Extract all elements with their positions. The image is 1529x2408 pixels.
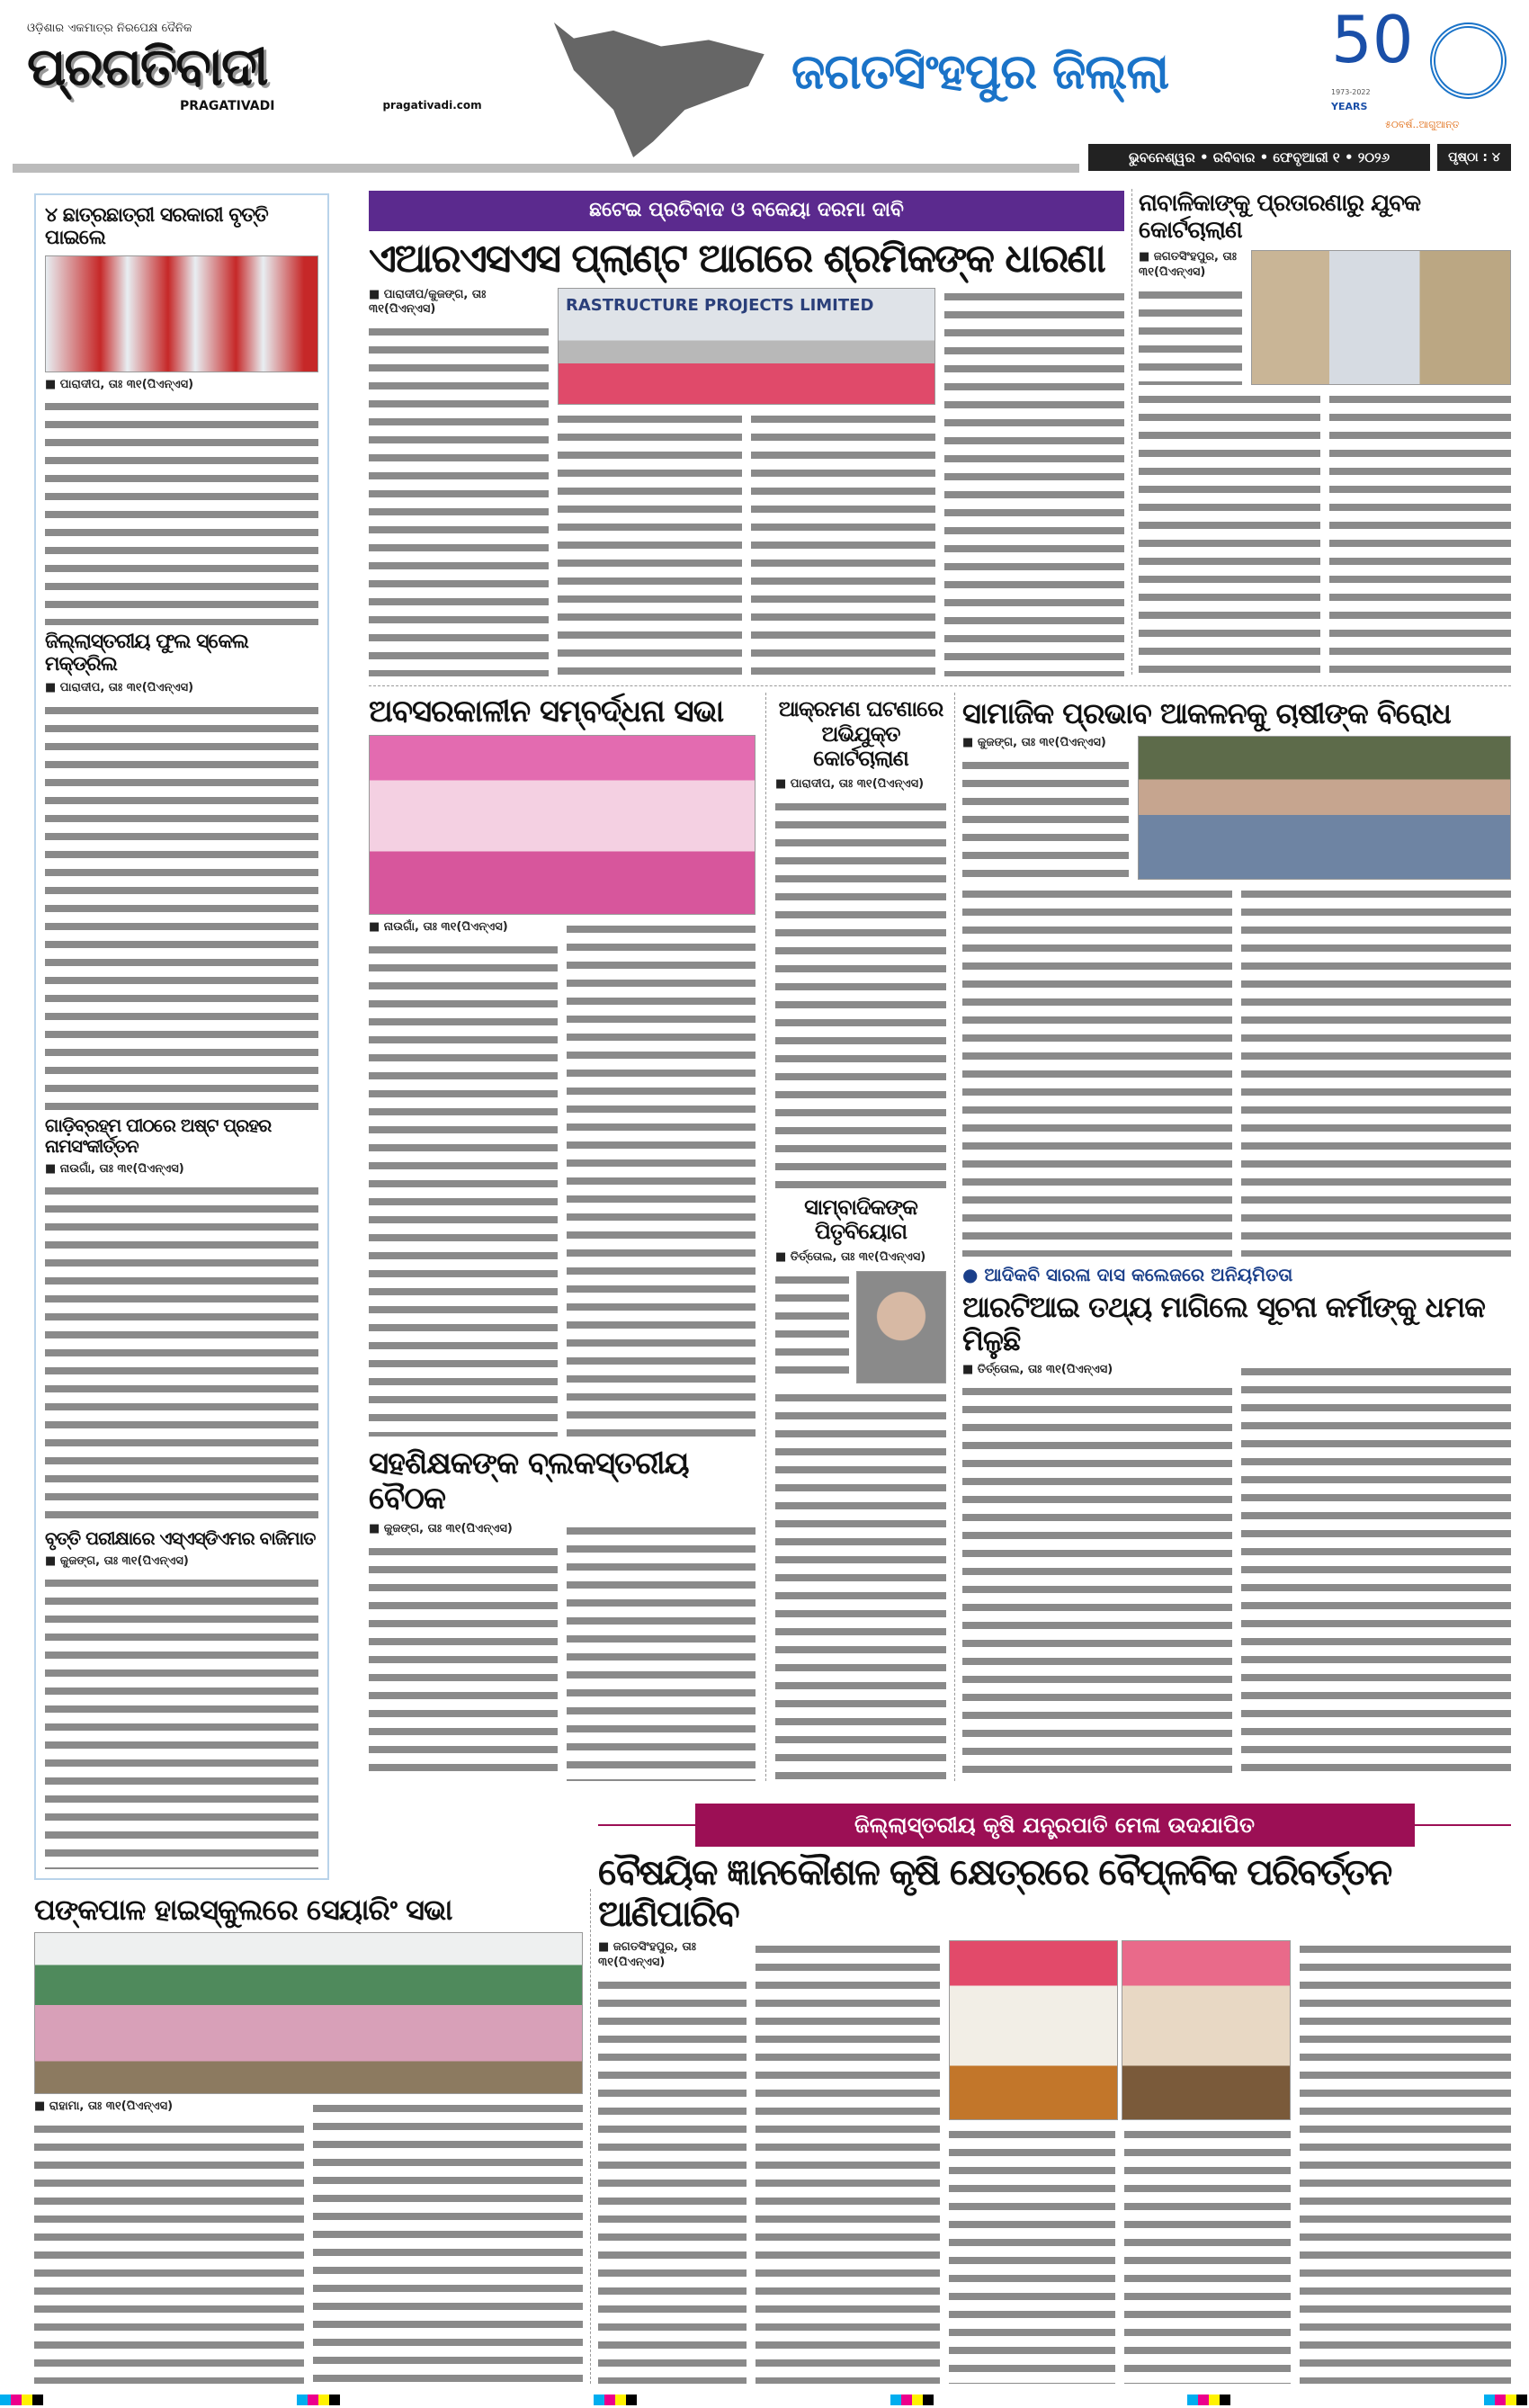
header-rule (13, 164, 1079, 173)
body-full-scale (45, 702, 318, 1110)
body-agri-col3 (949, 2126, 1115, 2384)
body-farmers-col1 (962, 885, 1232, 1257)
column-rule (765, 693, 766, 1781)
byline-scholarship: ■ ପାରାଦୀପ, ତାଃ ୩୧(ପିଏନ୍ଏସ) (45, 377, 194, 391)
banner-rule (1415, 1824, 1512, 1826)
anniversary-seal (1430, 22, 1507, 99)
body-teachers-col1 (369, 1543, 558, 1781)
banner-rule (598, 1824, 695, 1826)
photo-agri-fair-left (949, 1940, 1118, 2120)
byline-rti: ■ ତିର୍ତ୍ତୋଲ, ତାଃ ୩୧(ପିଏନ୍ଏସ) (962, 1362, 1113, 1376)
lead-kicker: ଛଟେଇ ପ୍ରତିବାଦ ଓ ବକେୟା ଦରମା ଦାବି (369, 191, 1124, 231)
body-lead-col3 (751, 410, 935, 676)
byline-teachers: ■ କୁଜଙ୍ଗ, ତାଃ ୩୧(ପିଏନ୍ଏସ) (369, 1522, 513, 1536)
headline-obituary: ସାମ୍ବାଦିକଙ୍କ ପିତୃବିୟୋଗ (804, 1194, 917, 1245)
headline-exam: ବୃତ୍ତି ପରୀକ୍ଷାରେ ଏସ୍ଏସ୍‌ଡିଏମର ବାଜିମାତ (45, 1526, 316, 1549)
photo-farmers-meeting (1138, 736, 1511, 880)
body-farmers-col2 (1241, 885, 1511, 1257)
district-map-silhouette (540, 22, 782, 157)
center-stories (775, 697, 946, 1781)
column-rule (1131, 189, 1132, 675)
sharing-story (34, 1893, 583, 2384)
photo-school-meeting (34, 1932, 583, 2094)
byline-farmers: ■ କୁଜଙ୍ଗ, ତାଃ ୩୧(ପିଏନ୍ଏସ) (962, 735, 1106, 749)
lead-headline: ଏଆରଏସଏସ ପ୍ଲାଣ୍ଟ ଆଗରେ ଶ୍ରମିକଙ୍କ ଧାରଣା (369, 236, 1104, 282)
body-obituary (775, 1389, 946, 1781)
body-lead-col2 (558, 410, 742, 676)
headline-agri: ବୈଷୟିକ ଜ୍ଞାନକୌଶଳ କୃଷି କ୍ଷେତ୍ରରେ ବୈପ୍ଳବିକ ପରିବର୍ତ୍ତନ ଆଣିପାରିବ (598, 1852, 1391, 1935)
masthead-brand (27, 22, 531, 113)
body-exam (45, 1574, 318, 1869)
body-obituary-side (775, 1271, 849, 1383)
headline-minor: ନାବାଳିକାଙ୍କୁ ପ୍ରତାରଣାରୁ ଯୁବକ କୋର୍ଟଚାଲାଣ (1139, 190, 1421, 244)
body-rti-col1 (962, 1383, 1232, 1781)
body-attack (775, 798, 946, 1190)
byline-sharing: ■ ରାହାମା, ତାଃ ୩୧(ପିଏନ୍ଏସ) (34, 2099, 174, 2113)
headline-attack: ଆକ୍ରମଣ ଘଟଣାରେ ଅଭିଯୁକ୍ତ କୋର୍ଟଚାଲାଣ (778, 696, 943, 772)
photo-police-accused (1251, 250, 1511, 385)
body-rti-col2 (1241, 1363, 1511, 1781)
headline-farmers: ସାମାଜିକ ପ୍ରଭାବ ଆକଳନକୁ ଚାଷୀଙ୍କ ବିରୋଧ (962, 696, 1451, 730)
photo-felicitation (369, 735, 756, 915)
section-title: ଜଗତସିଂହପୁର ଜିଲ୍ଲା (791, 43, 1169, 100)
byline-agri: ■ ଜଗତସିଂହପୁର, ତାଃ ୩୧(ପିଏନ୍ଏସ) (598, 1940, 696, 1969)
body-teachers-col2 (567, 1522, 756, 1781)
photo-agri-fair-right (1122, 1940, 1291, 2120)
column-rule (590, 1889, 591, 2384)
agri-kicker: ଜିଲ୍ଲାସ୍ତରୀୟ କୃଷି ଯନ୍ତ୍ରପାତି ମେଳା ଉଦଯାପିତ (695, 1804, 1415, 1847)
lead-story (369, 191, 1124, 676)
minor-story (1139, 191, 1511, 676)
headline-retirement: ଅବସରକାଳୀନ ସମ୍ବର୍ଦ୍ଧନା ସଭା (369, 694, 724, 730)
dateline: ଭୁବନେଶ୍ୱର • ରବିବାର • ଫେବୃଆରୀ ୧ • ୨୦୨୬ (1088, 144, 1430, 171)
body-agri-col1 (598, 1976, 747, 2384)
byline-full-scale: ■ ପାରାଦୀପ, ତାଃ ୩୧(ପିଏନ୍ଏସ) (45, 681, 194, 695)
anniversary-caption: ୫୦ବର୍ଷ..ଆଗୁଆନ୍ତ (1385, 119, 1460, 130)
headline-teachers: ସହଶିକ୍ଷକଙ୍କ ବ୍ଲକସ୍ତରୀୟ ବୈଠକ (369, 1446, 689, 1517)
body-minor-col2 (1329, 390, 1511, 676)
brand-sub-row (27, 99, 531, 113)
body-farmers-side (962, 756, 1129, 880)
body-minor-col1 (1139, 390, 1320, 676)
body-lead-col1 (369, 323, 549, 676)
tagline: ଓଡ଼ିଶାର ଏକମାତ୍ର ନିରପେକ୍ଷ ଦୈନିକ (27, 22, 192, 35)
body-agri-col5 (1300, 1940, 1511, 2384)
anniversary-number: 50 (1331, 2, 1414, 77)
page-number: ପୃଷ୍ଠା : ୪ (1437, 144, 1511, 171)
photo-students (45, 255, 318, 372)
body-retirement-col1 (369, 941, 558, 1437)
byline-obituary: ■ ତିର୍ତ୍ତୋଲ, ତାଃ ୩୧(ପିଏନ୍ଏସ) (775, 1249, 926, 1264)
photo-workers-protest (558, 288, 935, 405)
teachers-story (369, 1446, 756, 1781)
registration-marks (0, 2395, 1529, 2405)
photo-sign-text: RASTRUCTURE PROJECTS LIMITED (566, 295, 874, 315)
section-rule (369, 685, 1511, 686)
body-retirement-col2 (567, 920, 756, 1437)
farmers-story (962, 697, 1511, 1257)
agri-banner-row (598, 1804, 1511, 1847)
byline-attack: ■ ପାରାଦୀପ, ତାଃ ୩୧(ପିଏନ୍ଏସ) (775, 776, 925, 791)
logo-latin: PRAGATIVADI (180, 98, 275, 113)
headline-scholarship: ୪ ଛାତ୍ରଛାତ୍ରୀ ସରକାରୀ ବୃତ୍ତି ପାଇଲେ (45, 204, 268, 250)
body-scholarship (45, 398, 318, 624)
byline-lead: ■ ପାରାଦୀପ/କୁଜଙ୍ଗ, ତାଃ ୩୧(ପିଏନ୍ଏସ) (369, 287, 487, 317)
left-column-box (34, 193, 329, 1880)
body-sharing-col2 (313, 2099, 583, 2384)
body-sharing-col1 (34, 2120, 304, 2384)
headline-kirtan: ଗାଡ଼ିବ୍ରହ୍ମ ପୀଠରେ ଅଷ୍ଟ ପ୍ରହର ନାମସଂକୀର୍ତ୍ତନ (45, 1114, 272, 1157)
website: pragativadi.com (382, 98, 482, 112)
byline-minor: ■ ଜଗତସିଂହପୁର, ତାଃ ୩୧(ପିଏନ୍ଏସ) (1139, 249, 1237, 279)
anniversary-years: YEARS (1331, 101, 1368, 112)
headline-full-scale: ଜିଲ୍ଲାସ୍ତରୀୟ ଫୁଲ ସ୍କେଲ ମକ୍‌ଡ୍ରିଲ (45, 630, 248, 676)
headline-sharing: ପଙ୍କପାଳ ହାଇସ୍କୁଲରେ ସେୟାରିଂ ସଭା (34, 1893, 452, 1927)
byline-kirtan: ■ ନାଉଗାଁ, ତାଃ ୩୧(ପିଏନ୍ଏସ) (45, 1161, 184, 1176)
body-agri-col2 (756, 1940, 940, 2384)
rti-story (962, 1264, 1511, 1781)
body-kirtan (45, 1182, 318, 1522)
body-lead-col4 (944, 288, 1124, 676)
agri-story (598, 1804, 1511, 2384)
newspaper-logo: ପ୍ରଗତିବାଦୀ (27, 36, 267, 97)
retirement-story (369, 694, 756, 1437)
anniversary-range: 1973-2022 (1331, 88, 1371, 96)
photo-deceased (856, 1271, 946, 1383)
byline-retirement: ■ ନାଉଗାଁ, ତାଃ ୩୧(ପିଏନ୍ଏସ) (369, 920, 508, 935)
rti-kicker: ● ଆଦିକବି ସାରଳା ଦାସ କଲେଜରେ ଅନିୟମିତତା (962, 1264, 1293, 1285)
column-rule (954, 693, 955, 1781)
byline-exam: ■ କୁଜଙ୍ଗ, ତାଃ ୩୧(ପିଏନ୍ଏସ) (45, 1553, 189, 1568)
body-minor-side (1139, 286, 1242, 385)
headline-rti: ଆରଟିଆଇ ତଥ୍ୟ ମାଗିଲେ ସୂଚନା କର୍ମୀଙ୍କୁ ଧମକ ମିଳୁଛି (962, 1290, 1485, 1357)
body-agri-col4 (1124, 2126, 1291, 2384)
